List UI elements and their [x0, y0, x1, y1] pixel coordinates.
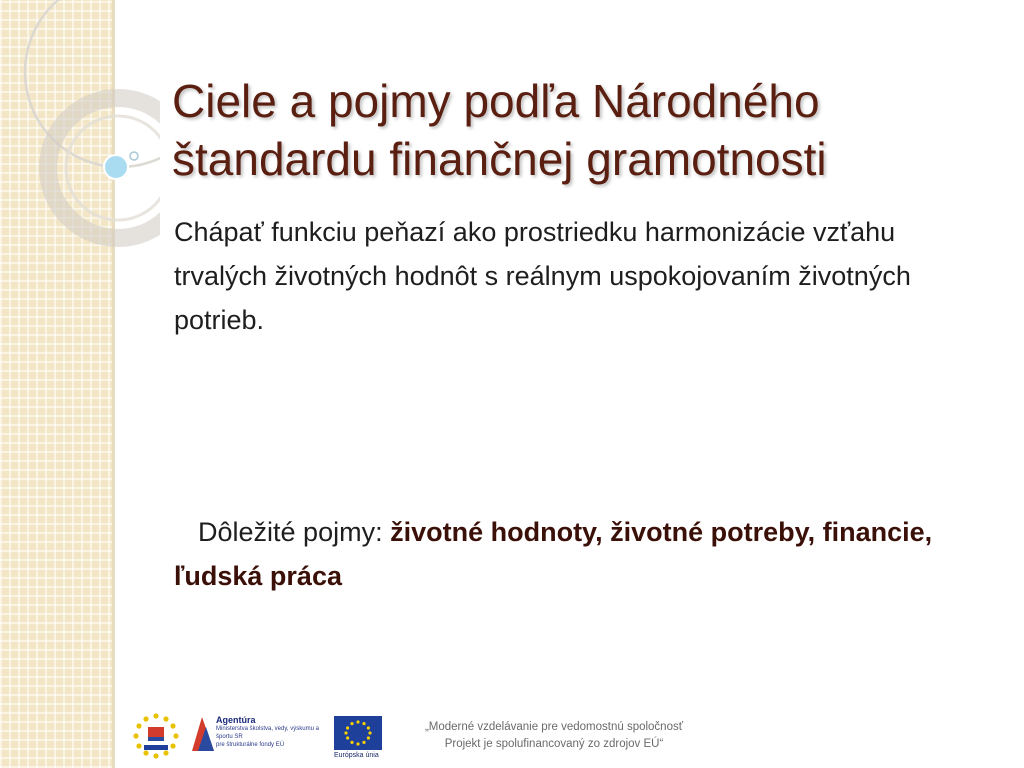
- footer-slogan: [404, 719, 704, 753]
- agentura-name: Agentúra: [216, 715, 256, 725]
- decorative-circles: [0, 0, 160, 300]
- agentura-line1: Ministerstva školstva, vedy, výskumu a športu SR: [216, 726, 319, 740]
- slide-title: Ciele a pojmy podľa Národného štandardu finančnej gramotnosti: [172, 75, 827, 185]
- footer-slogan-line2: Projekt je spolufinancovaný zo zdrojov EÚ“: [444, 738, 664, 750]
- footer-slogan-line1: „Moderné vzdelávanie pre vedomostnú spoločnosť: [424, 721, 684, 733]
- slide-body-text: Chápať funkciu peňazí ako prostriedku harmonizácie vzťahu trvalých životných hodnôt s reálnym uspokojovaním životných potrieb.: [174, 217, 911, 335]
- key-concepts: [174, 510, 994, 598]
- key-concepts-label: Dôležité pojmy:: [198, 517, 383, 547]
- agentura-line2: pre štrukturálne fondy EÚ: [216, 742, 285, 748]
- eu-label: Európska únia: [334, 752, 379, 759]
- eu-flag-icon: [334, 716, 382, 750]
- ops-education-logo-icon: [128, 711, 184, 763]
- agentura-text: [216, 715, 336, 749]
- blue-dot-icon: [104, 155, 128, 179]
- key-concepts-list: životné hodnoty, životné potreby, financie, ľudská práca: [174, 517, 933, 591]
